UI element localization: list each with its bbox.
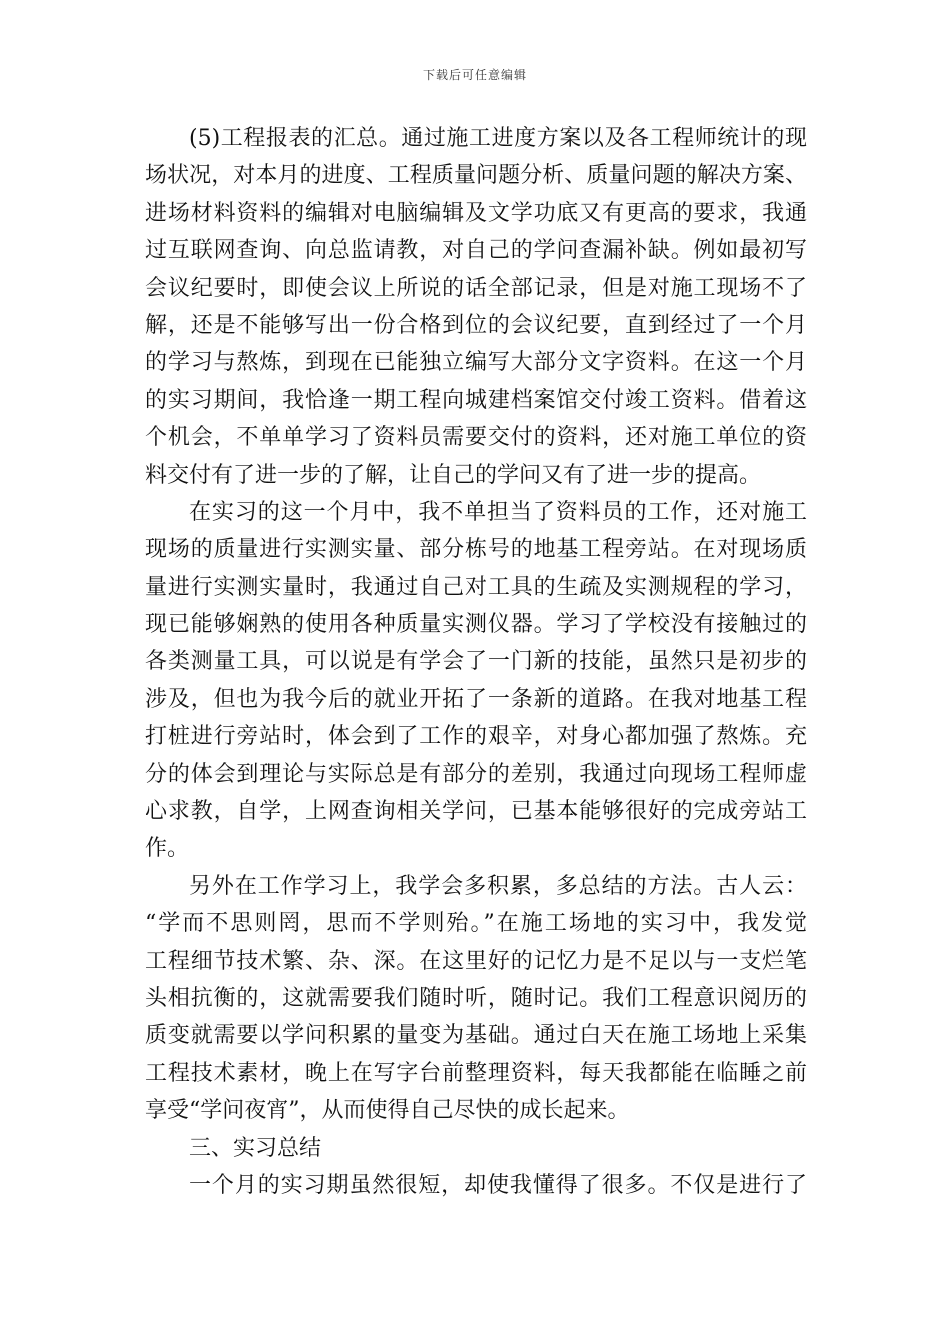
text-line: 作。 bbox=[145, 836, 190, 862]
paragraph-2 bbox=[145, 494, 807, 868]
text-line: 另外在工作学习上，我学会多积累，多总结的方法。古人云： bbox=[189, 873, 807, 899]
text-line: 过互联网查询、向总监请教，对自己的学问查漏补缺。例如最初写 bbox=[145, 238, 807, 264]
text-line: 量进行实测实量时，我通过自己对工具的生疏及实测规程的学习， bbox=[145, 574, 807, 600]
text-line: 一个月的实习期虽然很短，却使我懂得了很多。不仅是进行了 bbox=[189, 1172, 807, 1198]
text-line: 头相抗衡的，这就需要我们随时听，随时记。我们工程意识阅历的 bbox=[145, 985, 807, 1011]
text-line: 的实习期间，我恰逢一期工程向城建档案馆交付竣工资料。借着这 bbox=[145, 387, 807, 413]
text-line: 工程技术素材，晚上在写字台前整理资料，每天我都能在临睡之前 bbox=[145, 1060, 807, 1086]
text-line: 分的体会到理论与实际总是有部分的差别，我通过向现场工程师虚 bbox=[145, 761, 807, 787]
section-title: 三、实习总结 bbox=[189, 1135, 322, 1161]
text-line: 进场材料资料的编辑对电脑编辑及文学功底又有更高的要求，我通 bbox=[145, 200, 807, 226]
paragraph-5 bbox=[145, 1167, 807, 1204]
text-line: 在实习的这一个月中，我不单担当了资料员的工作，还对施工 bbox=[189, 499, 807, 525]
text-line: 享受“学问夜宵”，从而使得自己尽快的成长起来。 bbox=[145, 1098, 630, 1124]
paragraph-3 bbox=[145, 868, 807, 1130]
text-line: 质变就需要以学问积累的量变为基础。通过白天在施工场地上采集 bbox=[145, 1023, 807, 1049]
text-line: 个机会，不单单学习了资料员需要交付的资料，还对施工单位的资 bbox=[145, 425, 807, 451]
section-heading bbox=[145, 1130, 807, 1167]
text-line: 料交付有了进一步的了解，让自己的学问又有了进一步的提高。 bbox=[145, 462, 762, 488]
text-line: 的学习与熬炼，到现在已能独立编写大部分文字资料。在这一个月 bbox=[145, 350, 807, 376]
text-line: 工程细节技术繁、杂、深。在这里好的记忆力是不足以与一支烂笔 bbox=[145, 948, 807, 974]
text-line: 各类测量工具，可以说是有学会了一门新的技能，虽然只是初步的 bbox=[145, 649, 807, 675]
text-line: 场状况，对本月的进度、工程质量问题分析、质量问题的解决方案、 bbox=[145, 163, 807, 189]
page-header-note: 下载后可任意编辑 bbox=[422, 68, 527, 82]
text-line: 现场的质量进行实测实量、部分栋号的地基工程旁站。在对现场质 bbox=[145, 537, 807, 563]
text-line: 打桩进行旁站时，体会到了工作的艰辛，对身心都加强了熬炼。充 bbox=[145, 724, 807, 750]
text-line: (5)工程报表的汇总。通过施工进度方案以及各工程师统计的现 bbox=[189, 126, 807, 151]
document-body bbox=[145, 120, 807, 1204]
text-line: 心求教，自学，上网查询相关学问，已基本能够很好的完成旁站工 bbox=[145, 799, 807, 825]
text-line: 解，还是不能够写出一份合格到位的会议纪要，直到经过了一个月 bbox=[145, 312, 807, 338]
text-line: 会议纪要时，即使会议上所说的话全部记录，但是对施工现场不了 bbox=[145, 275, 807, 301]
text-line: “学而不思则罔，思而不学则殆。”在施工场地的实习中，我发觉 bbox=[145, 911, 807, 937]
text-line: 现已能够娴熟的使用各种质量实测仪器。学习了学校没有接触过的 bbox=[145, 612, 807, 638]
paragraph-1 bbox=[145, 120, 807, 494]
text-line: 涉及，但也为我今后的就业开拓了一条新的道路。在我对地基工程 bbox=[145, 686, 807, 712]
